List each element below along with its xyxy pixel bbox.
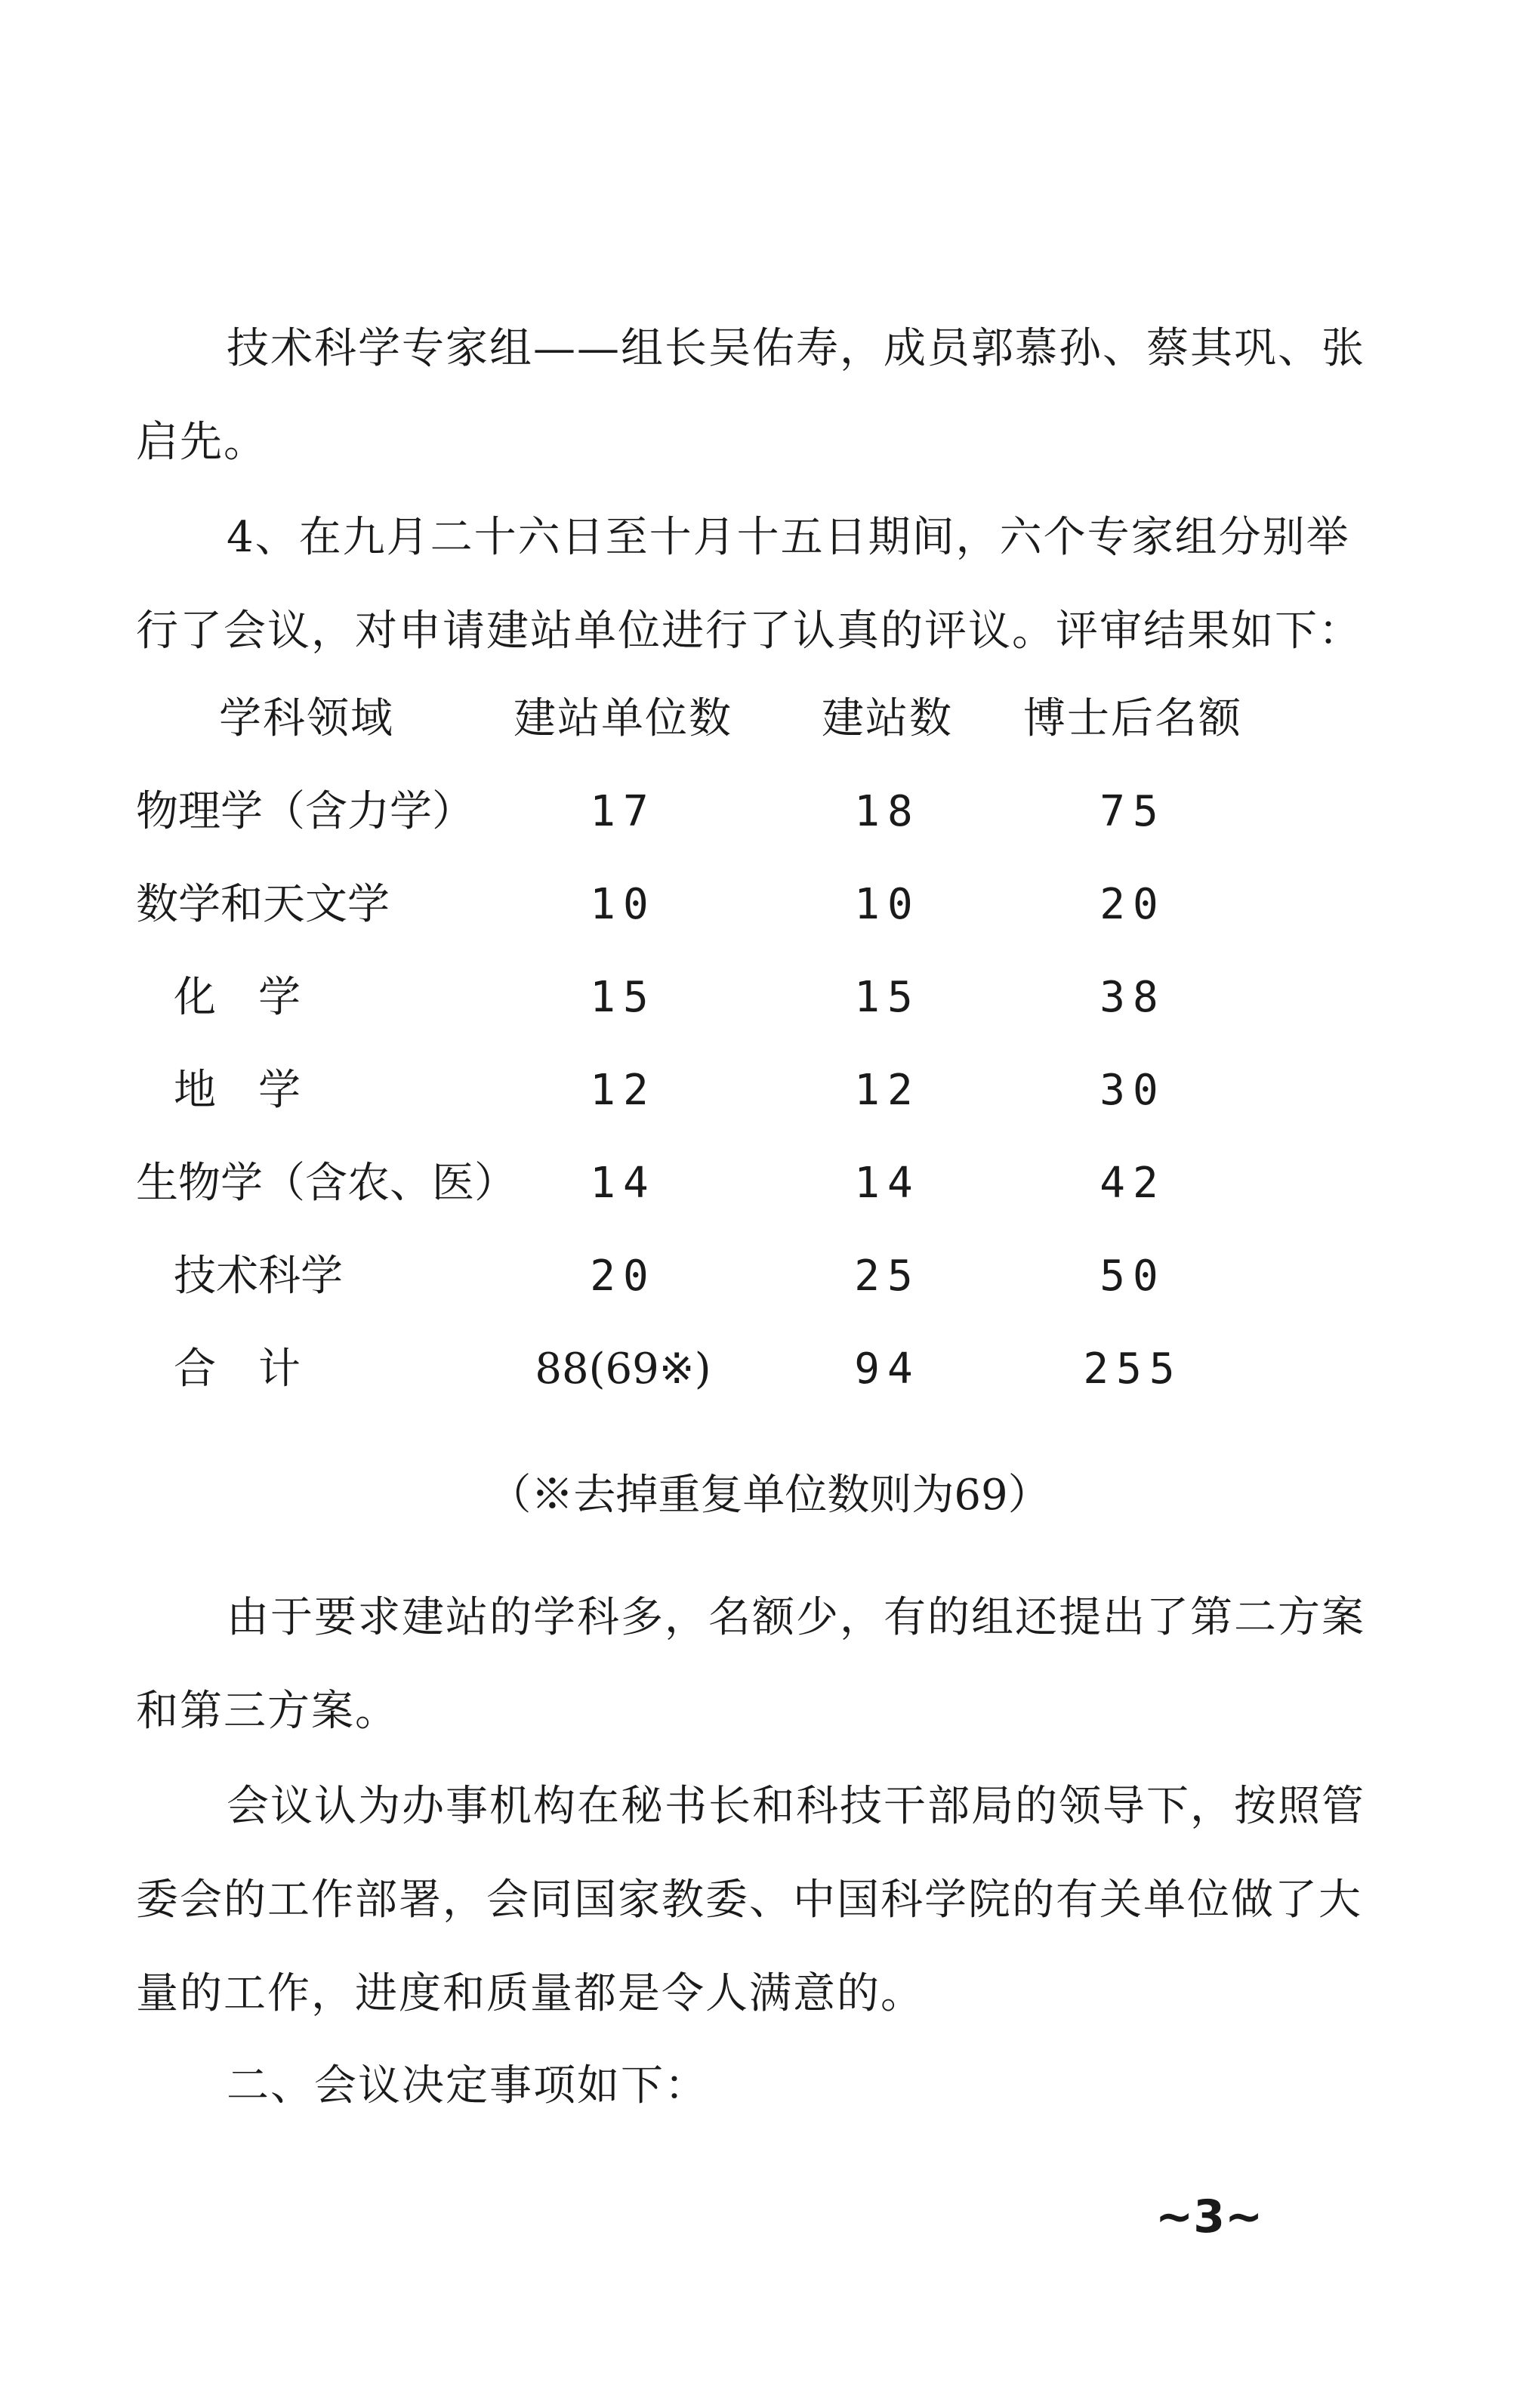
table-row bbox=[136, 1137, 1374, 1230]
header-stations: 建站数 bbox=[822, 694, 953, 743]
paragraph-decisions-heading: 二、会议决定事项如下： bbox=[227, 2061, 708, 2110]
total-units: 88(69※) bbox=[535, 1344, 711, 1394]
row-units: 20 bbox=[590, 1252, 656, 1301]
row-quota: 20 bbox=[1100, 880, 1166, 929]
total-stations: 94 bbox=[854, 1344, 921, 1394]
page-number: ~3~ bbox=[1155, 2190, 1263, 2243]
row-units: 12 bbox=[590, 1066, 656, 1115]
row-field: 物理学（含力学） bbox=[136, 787, 474, 836]
row-stations: 18 bbox=[854, 787, 921, 836]
paragraph-meeting-assessment: 会议认为办事机构在秘书长和科技干部局的领导下，按照管委会的工作部署，会同国家教委、中国科学院的有关单位做了大量的工作，进度和质量都是令人满意的。 bbox=[136, 1782, 1365, 2018]
row-quota: 42 bbox=[1100, 1159, 1166, 1208]
row-field: 地 学 bbox=[174, 1066, 301, 1115]
row-stations: 12 bbox=[854, 1066, 921, 1115]
table-row bbox=[136, 765, 1374, 858]
row-quota: 50 bbox=[1100, 1252, 1166, 1301]
row-units: 17 bbox=[590, 787, 656, 836]
row-stations: 10 bbox=[854, 880, 921, 929]
header-units: 建站单位数 bbox=[514, 694, 732, 743]
row-stations: 15 bbox=[854, 973, 921, 1022]
total-quota: 255 bbox=[1083, 1344, 1183, 1394]
row-units: 14 bbox=[590, 1159, 656, 1208]
row-field: 生物学（含农、医） bbox=[136, 1159, 517, 1208]
paragraph-review-meetings: 4、在九月二十六日至十月十五日期间，六个专家组分别举行了会议，对申请建站单位进行了认真的评议。评审结果如下： bbox=[136, 513, 1362, 656]
table-footnote: （※去掉重复单位数则为69） bbox=[489, 1471, 1050, 1520]
row-quota: 38 bbox=[1100, 973, 1166, 1022]
results-table bbox=[136, 672, 1374, 1415]
paragraph-tech-expert-group: 技术科学专家组——组长吴佑寿，成员郭慕孙、蔡其巩、张启先。 bbox=[136, 324, 1365, 467]
table-row bbox=[136, 1044, 1374, 1137]
row-stations: 25 bbox=[854, 1252, 921, 1301]
paragraph-alternative-plans: 由于要求建站的学科多，名额少，有的组还提出了第二方案和第三方案。 bbox=[136, 1593, 1365, 1736]
row-units: 15 bbox=[590, 973, 656, 1022]
row-stations: 14 bbox=[854, 1159, 921, 1208]
table-total-row bbox=[136, 1323, 1374, 1415]
row-field: 化 学 bbox=[174, 973, 301, 1022]
total-label: 合 计 bbox=[174, 1344, 301, 1394]
table-row bbox=[136, 951, 1374, 1044]
row-quota: 30 bbox=[1100, 1066, 1166, 1115]
table-row bbox=[136, 1230, 1374, 1323]
table-header-row bbox=[136, 672, 1374, 765]
header-field: 学科领域 bbox=[219, 694, 394, 743]
table-row bbox=[136, 858, 1374, 951]
row-field: 数学和天文学 bbox=[136, 880, 390, 929]
row-quota: 75 bbox=[1100, 787, 1166, 836]
header-quota: 博士后名额 bbox=[1023, 694, 1242, 743]
row-units: 10 bbox=[590, 880, 656, 929]
row-field: 技术科学 bbox=[174, 1252, 343, 1301]
